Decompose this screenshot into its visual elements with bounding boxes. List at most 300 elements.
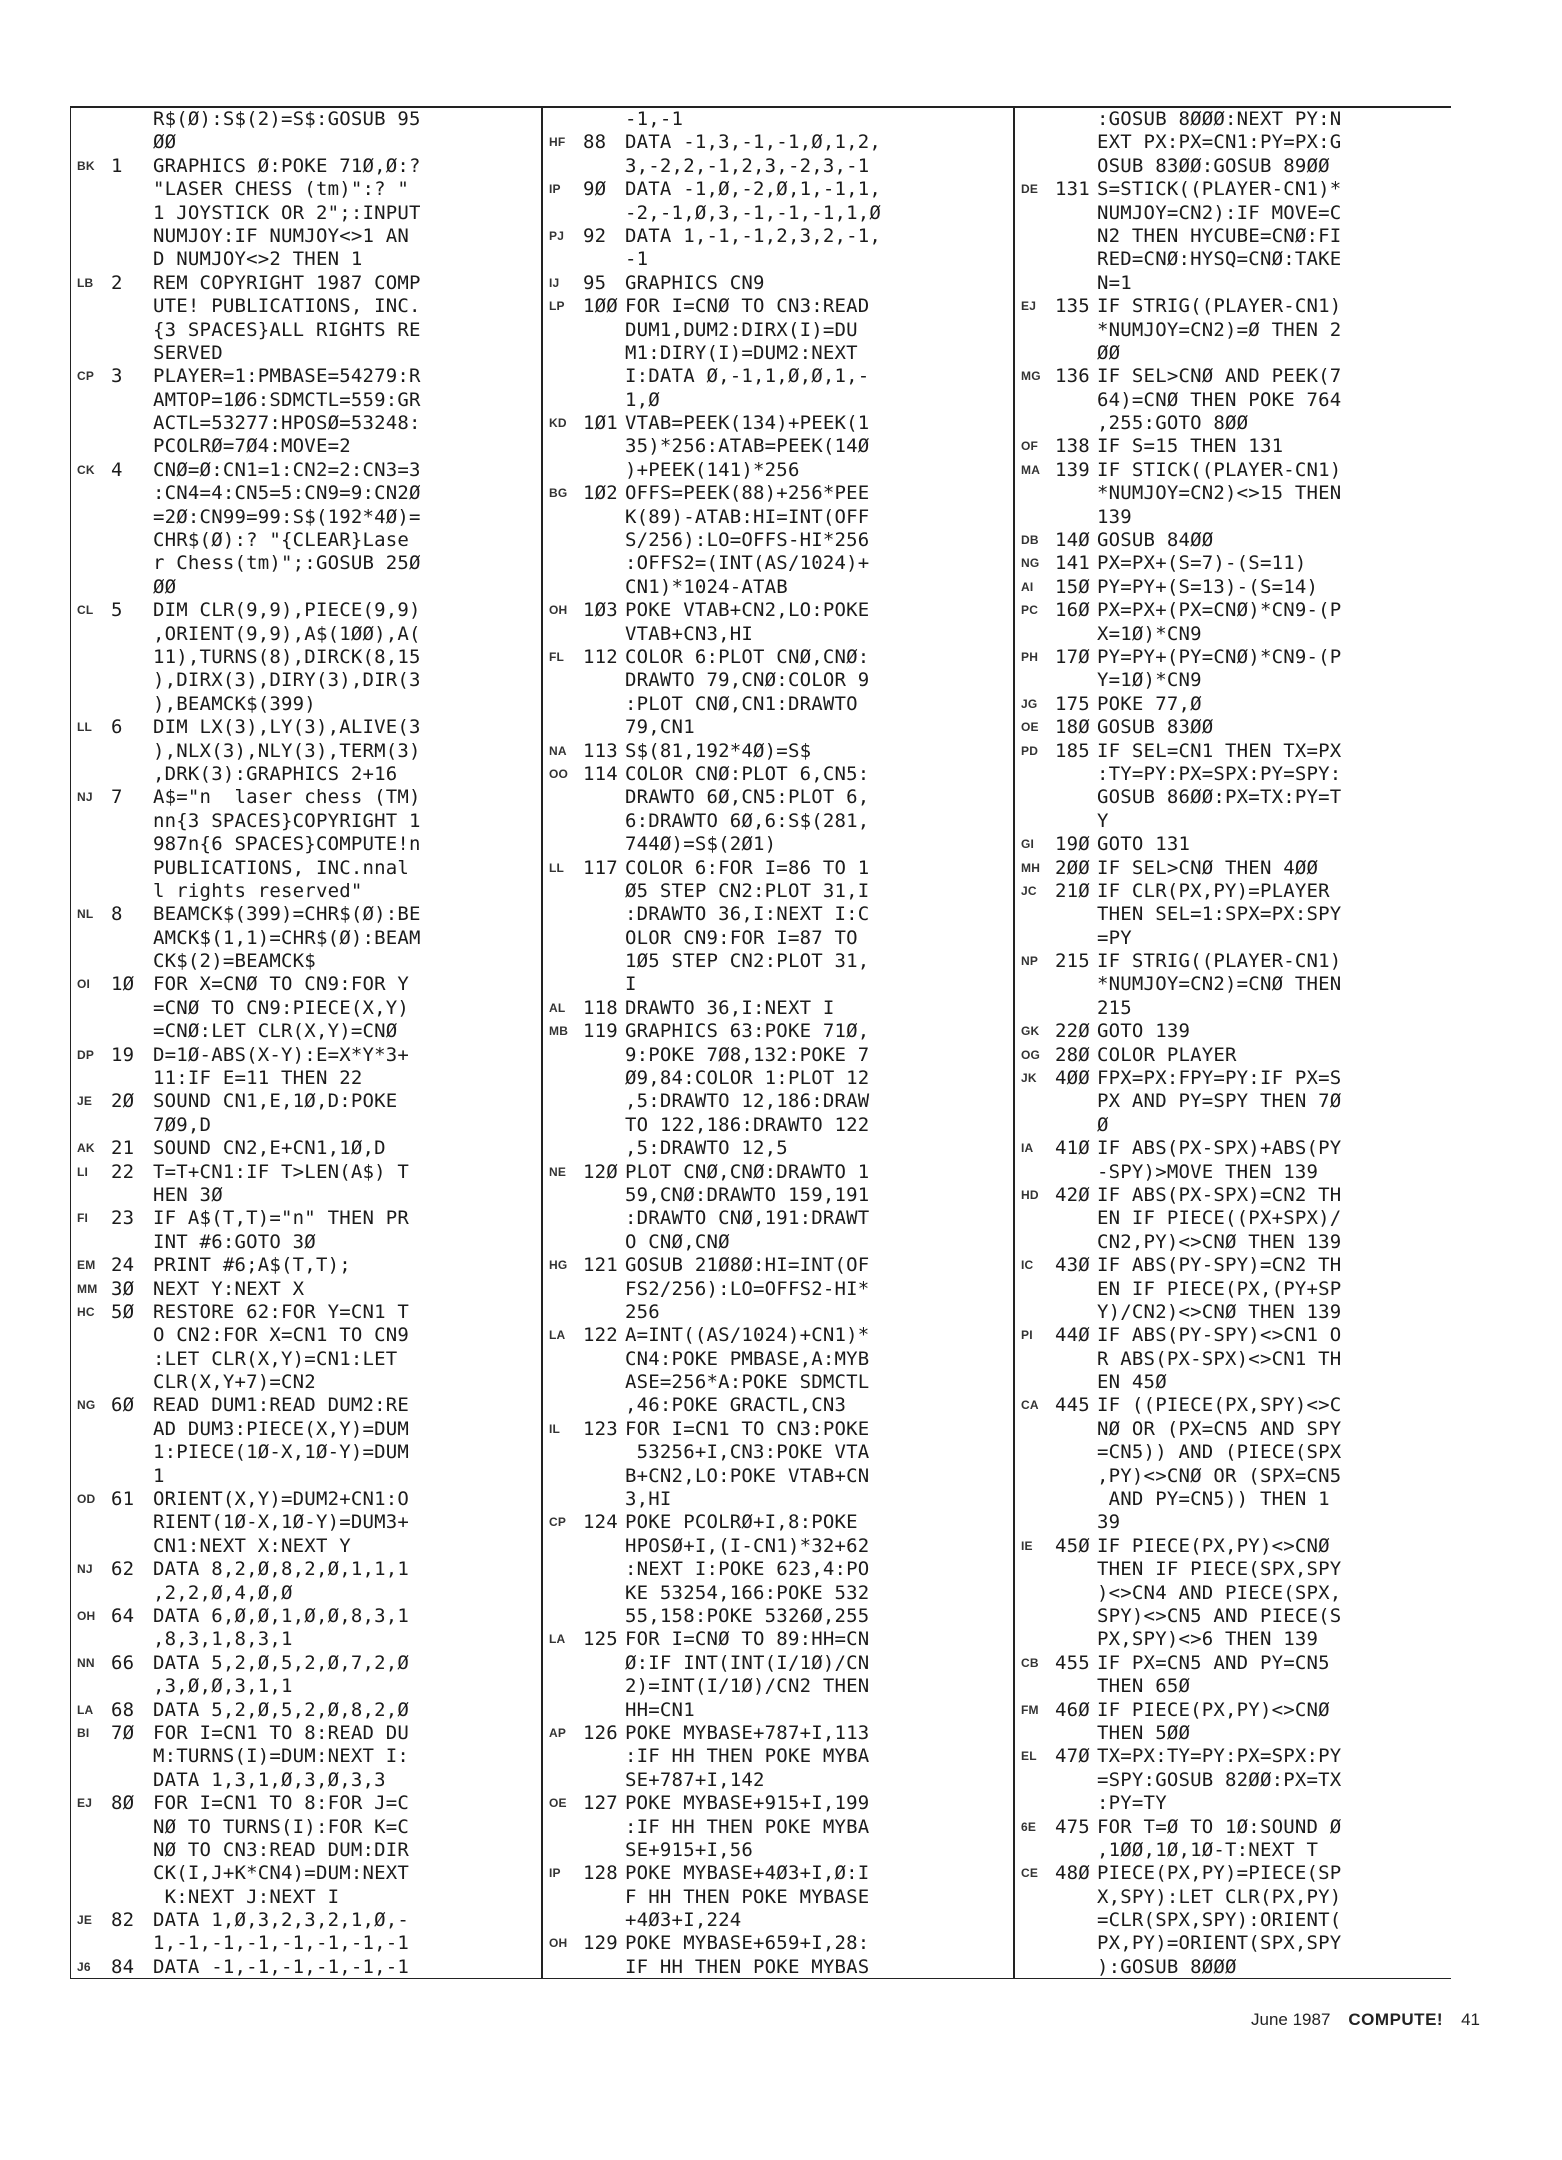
listing-line — [71, 1699, 531, 1722]
code-text: PY=PY+(S=13)-(S=14) — [1097, 575, 1319, 598]
code-text: K(89)-ATAB:HI=INT(OFF — [625, 505, 870, 528]
checksum: CE — [1021, 1866, 1039, 1881]
listing-line — [543, 155, 1001, 178]
listing-line — [543, 1090, 1001, 1113]
listing-line — [543, 365, 1001, 388]
code-text: S=STICK((PLAYER-CN1)* — [1097, 178, 1342, 201]
listing-line — [71, 693, 531, 716]
code-text: ØØ — [153, 131, 177, 154]
checksum: LB — [77, 275, 94, 290]
checksum: NG — [77, 1398, 96, 1413]
listing-line — [71, 1605, 531, 1628]
checksum: AI — [1021, 579, 1034, 594]
code-text: GRAPHICS 63:POKE 71Ø, — [625, 1020, 870, 1043]
listing-line — [1015, 1114, 1451, 1137]
line-number: 24 — [111, 1254, 135, 1277]
listing-line — [1015, 365, 1451, 388]
listing-line — [1015, 646, 1451, 669]
code-text: ,5:DRAWTO 12,186:DRAW — [625, 1090, 870, 1113]
listing-line — [71, 342, 531, 365]
code-text: PX=PX+(PX=CNØ)*CN9-(P — [1097, 599, 1342, 622]
code-text: DATA -1,-1,-1,-1,-1,-1 — [153, 1955, 410, 1978]
listing-line — [543, 646, 1001, 669]
listing-line — [543, 763, 1001, 786]
listing-line — [543, 833, 1001, 856]
code-text: CNØ=Ø:CN1=1:CN2=2:CN3=3 — [153, 458, 421, 481]
code-text: GOTO 131 — [1097, 833, 1191, 856]
listing-line — [543, 1114, 1001, 1137]
listing-line — [1015, 1020, 1451, 1043]
code-text: =PY — [1097, 926, 1132, 949]
code-text: THEN IF PIECE(SPX,SPY — [1097, 1558, 1342, 1581]
code-text: GOSUB 83ØØ — [1097, 716, 1214, 739]
code-text: B+CN2,LO:POKE VTAB+CN — [625, 1464, 870, 1487]
listing-line — [1015, 108, 1451, 131]
listing-line — [543, 506, 1001, 529]
line-number: 8Ø — [111, 1792, 135, 1815]
code-text: ,DRK(3):GRAPHICS 2+16 — [153, 762, 398, 785]
code-text: EN 45Ø — [1097, 1371, 1167, 1394]
line-number: 117 — [583, 856, 618, 879]
line-number: 28Ø — [1055, 1043, 1090, 1066]
code-text: RIENT(1Ø-X,1Ø-Y)=DUM3+ — [153, 1511, 410, 1534]
code-text: UTE! PUBLICATIONS, INC. — [153, 295, 421, 318]
code-text: PLOT CNØ,CNØ:DRAWTO 1 — [625, 1160, 870, 1183]
code-text: 59,CNØ:DRAWTO 159,191 — [625, 1183, 870, 1206]
listing-line — [1015, 1067, 1451, 1090]
code-text: POKE MYBASE+659+I,28: — [625, 1932, 870, 1955]
listing-line — [543, 1184, 1001, 1207]
listing-line — [71, 880, 531, 903]
code-text: :PY=TY — [1097, 1792, 1167, 1815]
code-text: 1Ø5 STEP CN2:PLOT 31, — [625, 950, 870, 973]
code-text: O CN2:FOR X=CN1 TO CN9 — [153, 1324, 410, 1347]
listing-line — [71, 973, 531, 996]
listing-line — [71, 295, 531, 318]
code-text: SOUND CN1,E,1Ø,D:POKE — [153, 1090, 398, 1113]
listing-line — [543, 552, 1001, 575]
listing-line — [1015, 389, 1451, 412]
listing-line — [71, 1862, 531, 1885]
listing-line — [543, 623, 1001, 646]
code-text: DATA 1,Ø,3,2,3,2,1,Ø,- — [153, 1909, 410, 1932]
listing-line — [71, 1675, 531, 1698]
code-text: D NUMJOY<>2 THEN 1 — [153, 248, 363, 271]
listing-line — [1015, 155, 1451, 178]
listing-line — [1015, 506, 1451, 529]
listing-line — [543, 1441, 1001, 1464]
line-number: 129 — [583, 1932, 618, 1955]
listing-line — [543, 1886, 1001, 1909]
code-text: 11),TURNS(8),DIRCK(8,15 — [153, 645, 421, 668]
code-text: IF SEL=CN1 THEN TX=PX — [1097, 739, 1342, 762]
checksum: OG — [1021, 1047, 1041, 1062]
code-text: ASE=256*A:POKE SDMCTL — [625, 1371, 870, 1394]
code-text: :OFFS2=(INT(AS/1024)+ — [625, 552, 870, 575]
checksum: NJ — [77, 1562, 93, 1577]
listing-line — [1015, 1699, 1451, 1722]
line-number: 22Ø — [1055, 1020, 1090, 1043]
listing-line — [1015, 1745, 1451, 1768]
listing-line — [71, 763, 531, 786]
code-text: :TY=PY:PX=SPX:PY=SPY: — [1097, 762, 1342, 785]
code-text: RED=CNØ:HYSQ=CNØ:TAKE — [1097, 248, 1342, 271]
listing-line — [71, 810, 531, 833]
line-number: 126 — [583, 1721, 618, 1744]
code-text: BEAMCK$(399)=CHR$(Ø):BE — [153, 903, 421, 926]
listing-line — [71, 1628, 531, 1651]
listing-line — [71, 1956, 531, 1978]
listing-line — [71, 272, 531, 295]
listing-line — [1015, 1932, 1451, 1955]
code-text: SE+915+I,56 — [625, 1838, 754, 1861]
listing-line — [71, 1418, 531, 1441]
line-number: 4 — [111, 458, 123, 481]
code-text: =CN5)) AND (PIECE(SPX — [1097, 1441, 1342, 1464]
code-text: FS2/256):LO=OFFS2-HI* — [625, 1277, 870, 1300]
checksum: GI — [1021, 837, 1035, 852]
listing-line — [1015, 786, 1451, 809]
code-text: *NUMJOY=CN2)=CNØ THEN — [1097, 973, 1342, 996]
listing-line — [71, 1231, 531, 1254]
checksum: DP — [77, 1047, 95, 1062]
listing-line — [543, 1792, 1001, 1815]
listing-line — [1015, 950, 1451, 973]
listing-line — [543, 1909, 1001, 1932]
listing-line — [1015, 1769, 1451, 1792]
code-text: THEN 5ØØ — [1097, 1721, 1191, 1744]
listing-line — [71, 1465, 531, 1488]
line-number: 215 — [1055, 950, 1090, 973]
listing-line — [543, 1628, 1001, 1651]
code-text: O CNØ,CNØ — [625, 1230, 730, 1253]
listing-line — [1015, 693, 1451, 716]
code-text: REM COPYRIGHT 1987 COMP — [153, 271, 421, 294]
checksum: J6 — [77, 1959, 91, 1974]
code-text: GOSUB 86ØØ:PX=TX:PY=T — [1097, 786, 1342, 809]
listing-line — [1015, 295, 1451, 318]
code-text: EN IF PIECE(PX,(PY+SP — [1097, 1277, 1342, 1300]
code-text: IF S=15 THEN 131 — [1097, 435, 1284, 458]
listing-line — [543, 693, 1001, 716]
code-text: ,PY)<>CNØ OR (SPX=CN5 — [1097, 1464, 1342, 1487]
listing-line — [543, 1816, 1001, 1839]
line-number: 114 — [583, 762, 618, 785]
code-text: DATA 5,2,Ø,5,2,Ø,7,2,Ø — [153, 1651, 410, 1674]
code-text: ORIENT(X,Y)=DUM2+CN1:O — [153, 1488, 410, 1511]
code-text: AMTOP=1Ø6:SDMCTL=559:GR — [153, 388, 421, 411]
code-text: ,ORIENT(9,9),A$(1ØØ),A( — [153, 622, 421, 645]
listing-line — [71, 155, 531, 178]
code-text: 6:DRAWTO 6Ø,6:S$(281, — [625, 809, 870, 832]
checksum: OE — [1021, 720, 1039, 735]
line-number: 175 — [1055, 692, 1090, 715]
listing-line — [71, 1652, 531, 1675]
checksum: CK — [77, 462, 95, 477]
line-number: 122 — [583, 1324, 618, 1347]
checksum: OF — [1021, 439, 1039, 454]
listing-line — [1015, 1278, 1451, 1301]
code-text: NEXT Y:NEXT X — [153, 1277, 305, 1300]
line-number: 46Ø — [1055, 1698, 1090, 1721]
line-number: 1Ø — [111, 973, 135, 996]
listing-line — [543, 1582, 1001, 1605]
listing-line — [1015, 1605, 1451, 1628]
code-text: POKE MYBASE+4Ø3+I,Ø:I — [625, 1862, 870, 1885]
code-text: ,46:POKE GRACTL,CN3 — [625, 1394, 847, 1417]
code-text: *NUMJOY=CN2)=Ø THEN 2 — [1097, 318, 1342, 341]
checksum: OO — [549, 766, 569, 781]
listing-column-2 — [541, 108, 1001, 1978]
listing-line — [71, 1932, 531, 1955]
code-text: l rights reserved" — [153, 879, 363, 902]
code-text: ,1ØØ,1Ø,1Ø-T:NEXT T — [1097, 1838, 1319, 1861]
listing-line — [1015, 1816, 1451, 1839]
code-text: GOSUB 84ØØ — [1097, 529, 1214, 552]
listing-line — [1015, 225, 1451, 248]
listing-line — [1015, 342, 1451, 365]
listing-line — [1015, 272, 1451, 295]
checksum: HD — [1021, 1187, 1039, 1202]
listing-line — [543, 1465, 1001, 1488]
code-text: "LASER CHESS (tm)":? " — [153, 178, 410, 201]
listing-line — [71, 459, 531, 482]
line-number: 92 — [583, 224, 607, 247]
listing-line — [1015, 740, 1451, 763]
code-text: IF A$(T,T)="n" THEN PR — [153, 1207, 410, 1230]
code-text: T=T+CN1:IF T>LEN(A$) T — [153, 1160, 410, 1183]
code-text: N=1 — [1097, 271, 1132, 294]
code-text: :DRAWTO 36,I:NEXT I:C — [625, 903, 870, 926]
listing-line — [543, 1020, 1001, 1043]
checksum: IP — [549, 182, 561, 197]
page-number: 41 — [1461, 2010, 1480, 2029]
code-text: COLOR PLAYER — [1097, 1043, 1237, 1066]
checksum: LL — [77, 720, 93, 735]
code-text: 35)*256:ATAB=PEEK(14Ø — [625, 435, 870, 458]
line-number: 48Ø — [1055, 1862, 1090, 1885]
code-text: IF STRIG((PLAYER-CN1) — [1097, 950, 1342, 973]
code-text: 256 — [625, 1300, 660, 1323]
listing-line — [71, 131, 531, 154]
code-text: X=1Ø)*CN9 — [1097, 622, 1202, 645]
code-text: IF ABS(PX-SPX)+ABS(PY — [1097, 1137, 1342, 1160]
code-text: 39 — [1097, 1511, 1121, 1534]
checksum: IL — [549, 1421, 561, 1436]
checksum: HC — [77, 1304, 95, 1319]
checksum: LA — [77, 1702, 94, 1717]
code-text: PX=PX+(S=7)-(S=11) — [1097, 552, 1307, 575]
checksum: MG — [1021, 369, 1041, 384]
code-text: IF SEL>CNØ AND PEEK(7 — [1097, 365, 1342, 388]
line-number: 6Ø — [111, 1394, 135, 1417]
checksum: CP — [549, 1515, 567, 1530]
line-number: 9Ø — [583, 178, 607, 201]
listing-line — [1015, 1535, 1451, 1558]
code-text: GOTO 139 — [1097, 1020, 1191, 1043]
checksum: BG — [549, 486, 568, 501]
checksum: CL — [77, 603, 94, 618]
listing-line — [1015, 1465, 1451, 1488]
listing-line — [1015, 1511, 1451, 1534]
code-text: )+PEEK(141)*256 — [625, 458, 800, 481]
listing-line — [1015, 857, 1451, 880]
checksum: LA — [549, 1328, 566, 1343]
line-number: 41Ø — [1055, 1137, 1090, 1160]
code-text: EXT PX:PX=CN1:PY=PX:G — [1097, 131, 1342, 154]
code-text: CK(I,J+K*CN4)=DUM:NEXT — [153, 1862, 410, 1885]
listing-line — [71, 927, 531, 950]
checksum: NN — [77, 1655, 95, 1670]
listing-line — [1015, 576, 1451, 599]
code-text: DATA 6,Ø,Ø,1,Ø,Ø,8,3,1 — [153, 1605, 410, 1627]
code-text: HEN 3Ø — [153, 1183, 223, 1206]
checksum: PC — [1021, 603, 1039, 618]
checksum: IP — [549, 1866, 561, 1881]
listing-line — [543, 435, 1001, 458]
code-text: -2,-1,Ø,3,-1,-1,-1,1,Ø — [625, 201, 882, 224]
listing-line — [71, 1535, 531, 1558]
line-number: 185 — [1055, 739, 1090, 762]
listing-line — [71, 225, 531, 248]
checksum: PD — [1021, 743, 1039, 758]
code-text: PCOLRØ=7Ø4:MOVE=2 — [153, 435, 351, 458]
line-number: 82 — [111, 1909, 135, 1932]
listing-line — [71, 1090, 531, 1113]
code-text: 139 — [1097, 505, 1132, 528]
listing-line — [1015, 763, 1451, 786]
checksum: HF — [549, 135, 566, 150]
code-text: READ DUM1:READ DUM2:RE — [153, 1394, 410, 1417]
listing-line — [71, 833, 531, 856]
checksum: HG — [549, 1258, 568, 1273]
line-number: 18Ø — [1055, 716, 1090, 739]
listing-line — [1015, 1348, 1451, 1371]
line-number: 19Ø — [1055, 833, 1090, 856]
listing-line — [1015, 1652, 1451, 1675]
listing-line — [71, 576, 531, 599]
listing-line — [1015, 1722, 1451, 1745]
code-text: IF PIECE(PX,PY)<>CNØ — [1097, 1534, 1330, 1557]
code-text: HH=CN1 — [625, 1698, 695, 1721]
code-text: VTAB=PEEK(134)+PEEK(1 — [625, 412, 870, 435]
listing-line — [71, 857, 531, 880]
listing-line — [1015, 1207, 1451, 1230]
code-text: Ø — [1097, 1113, 1109, 1136]
listing-line — [1015, 319, 1451, 342]
checksum: BI — [77, 1725, 90, 1740]
checksum: OH — [77, 1609, 96, 1623]
listing-line — [71, 248, 531, 271]
code-text: 79,CN1 — [625, 716, 695, 739]
checksum: NA — [549, 743, 567, 758]
listing-line — [543, 389, 1001, 412]
code-text: COLOR 6:FOR I=86 TO 1 — [625, 856, 870, 879]
code-text: OSUB 83ØØ:GOSUB 89ØØ — [1097, 154, 1330, 177]
code-text: S$(81,192*4Ø)=S$ — [625, 739, 812, 762]
line-number: 124 — [583, 1511, 618, 1534]
checksum: NE — [549, 1164, 567, 1179]
code-text: DIM CLR(9,9),PIECE(9,9) — [153, 599, 421, 622]
checksum: CB — [1021, 1655, 1039, 1670]
checksum: EJ — [1021, 299, 1037, 314]
listing-line — [1015, 1371, 1451, 1394]
code-text: nn{3 SPACES}COPYRIGHT 1 — [153, 809, 421, 832]
code-text: 215 — [1097, 996, 1132, 1019]
listing-column-1 — [71, 108, 531, 1978]
line-number: 475 — [1055, 1815, 1090, 1838]
checksum: CA — [1021, 1398, 1039, 1413]
listing-line — [1015, 1886, 1451, 1909]
code-text: KE 53254,166:POKE 532 — [625, 1581, 870, 1604]
listing-line — [1015, 810, 1451, 833]
code-text: DUM1,DUM2:DIRX(I)=DU — [625, 318, 858, 341]
code-text: IF STRIG((PLAYER-CN1) — [1097, 295, 1342, 318]
code-text: THEN 65Ø — [1097, 1675, 1191, 1698]
listing-line — [543, 1956, 1001, 1978]
listing-line — [543, 272, 1001, 295]
line-number: 7 — [111, 786, 123, 809]
listing-line — [543, 248, 1001, 271]
code-text: S/256):LO=OFFS-HI*256 — [625, 529, 870, 552]
line-number: 3Ø — [111, 1277, 135, 1300]
listing-line — [1015, 623, 1451, 646]
checksum: JG — [1021, 696, 1038, 711]
checksum: IA — [1021, 1141, 1034, 1156]
code-text: FOR I=CNØ TO CN3:READ — [625, 295, 870, 318]
listing-line — [71, 482, 531, 505]
checksum: PH — [1021, 649, 1039, 664]
line-number: 3 — [111, 365, 123, 388]
checksum: KD — [549, 416, 567, 431]
issue-date: June 1987 — [1251, 2010, 1331, 2029]
listing-line — [71, 1324, 531, 1347]
listing-line — [1015, 927, 1451, 950]
checksum: OD — [77, 1492, 96, 1507]
code-text: ØØ — [1097, 341, 1121, 364]
code-text: 55,158:POKE 5326Ø,255 — [625, 1605, 870, 1627]
checksum: CP — [77, 369, 95, 384]
code-text: PUBLICATIONS, INC.nnal — [153, 856, 410, 879]
listing-line — [71, 178, 531, 201]
listing-line — [1015, 202, 1451, 225]
listing-line — [543, 1699, 1001, 1722]
listing-line — [1015, 997, 1451, 1020]
line-number: 118 — [583, 996, 618, 1019]
listing-line — [543, 1394, 1001, 1417]
listing-line — [71, 389, 531, 412]
page-footer — [1251, 2010, 1480, 2030]
listing-line — [543, 225, 1001, 248]
code-text: FOR I=CN1 TO CN3:POKE — [625, 1417, 870, 1440]
code-text: IF PIECE(PX,PY)<>CNØ — [1097, 1698, 1330, 1721]
listing-line — [1015, 1839, 1451, 1862]
listing-line — [1015, 716, 1451, 739]
line-number: 2ØØ — [1055, 856, 1090, 879]
code-text: Ø5 STEP CN2:PLOT 31,I — [625, 879, 870, 902]
listing-line — [71, 903, 531, 926]
checksum: LI — [77, 1164, 89, 1179]
listing-line — [71, 1348, 531, 1371]
checksum: EL — [1021, 1749, 1037, 1764]
code-text: IF PX=CN5 AND PY=CN5 — [1097, 1651, 1330, 1674]
code-text: SE+787+I,142 — [625, 1768, 765, 1791]
listing-line — [543, 319, 1001, 342]
listing-line — [71, 108, 531, 131]
listing-line — [543, 131, 1001, 154]
code-text: PX,PY)=ORIENT(SPX,SPY — [1097, 1932, 1342, 1955]
code-text: PX AND PY=SPY THEN 7Ø — [1097, 1090, 1342, 1113]
